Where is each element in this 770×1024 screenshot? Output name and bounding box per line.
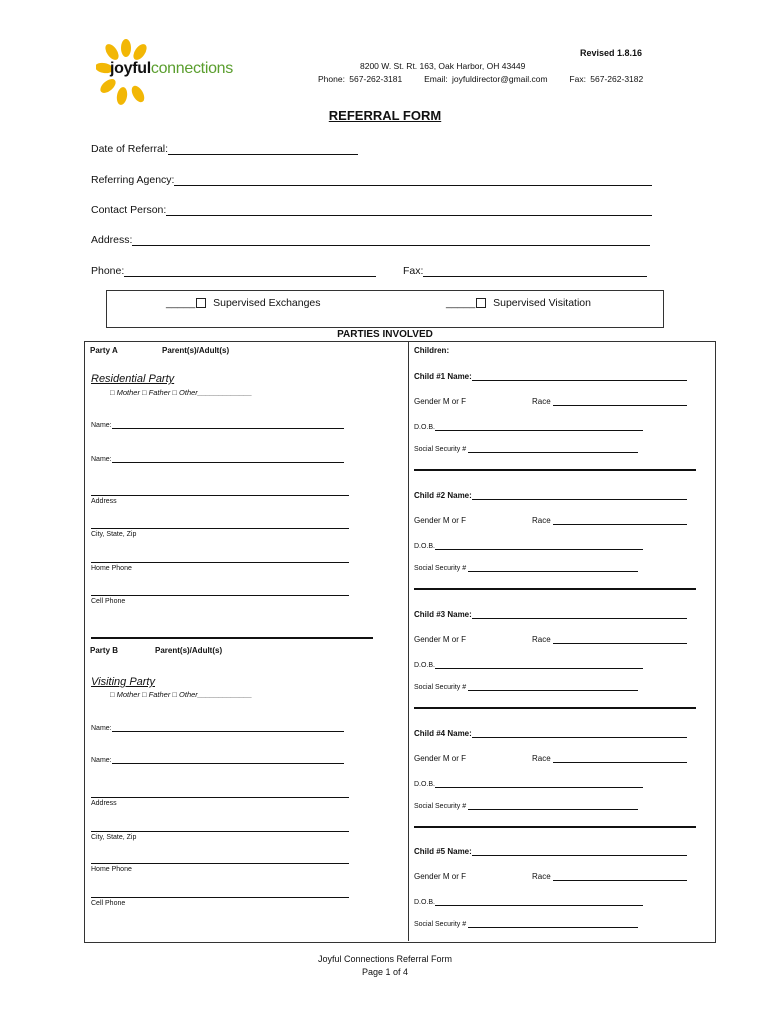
logo (96, 38, 266, 108)
child-name-label: Child #3 Name: (414, 610, 472, 619)
ssn-line[interactable] (468, 801, 638, 810)
residential-relation-options[interactable]: □ Mother □ Father □ Other_____________ (110, 388, 253, 397)
org-email: Email: joyfuldirector@gmail.com (424, 74, 548, 84)
child-2-gender[interactable] (414, 516, 466, 525)
name-label: Name: (91, 422, 112, 429)
race-line[interactable] (553, 516, 687, 525)
dob-label: D.O.B. (414, 543, 436, 550)
contact-person-field[interactable] (91, 204, 652, 216)
child-5-gender[interactable] (414, 872, 466, 881)
residential-csz-line[interactable] (91, 528, 349, 529)
name-label: Name: (91, 757, 112, 764)
residential-name-2[interactable] (91, 454, 344, 463)
residential-cell-phone-line[interactable] (91, 595, 349, 596)
child-3-name-field[interactable] (414, 610, 687, 619)
child-separator (414, 469, 696, 471)
dob-line[interactable] (435, 660, 643, 669)
dob-line[interactable] (435, 779, 643, 788)
child-separator (414, 588, 696, 590)
visiting-cell-phone-label: Cell Phone (91, 900, 126, 907)
child-1-race-field[interactable] (532, 397, 687, 406)
org-contact-line (318, 74, 643, 84)
name-line[interactable] (112, 454, 344, 463)
revision-date: Revised 1.8.16 (579, 48, 642, 58)
visiting-party-heading: Visiting Party (91, 676, 155, 688)
race-line[interactable] (553, 635, 687, 644)
ssn-label: Social Security # (414, 803, 469, 810)
race-line[interactable] (553, 754, 687, 763)
child-4-ssn-field[interactable] (414, 801, 638, 810)
parties-involved-title: PARTIES INVOLVED (337, 329, 433, 340)
child-name-label: Child #2 Name: (414, 491, 472, 500)
child-separator (414, 707, 696, 709)
dob-label: D.O.B. (414, 781, 436, 788)
org-address: 8200 W. St. Rt. 163, Oak Harbor, OH 43449 (360, 61, 526, 71)
residential-home-phone-label: Home Phone (91, 565, 132, 572)
gender-label: Gender M or F (414, 397, 467, 406)
residential-party-heading: Residential Party (91, 373, 175, 385)
visiting-cell-phone-line[interactable] (91, 897, 349, 898)
name-label: Name: (91, 725, 112, 732)
visiting-name-1[interactable] (91, 723, 344, 732)
child-3-race-field[interactable] (532, 635, 687, 644)
child-3-ssn-field[interactable] (414, 682, 638, 691)
child-1-name-field[interactable] (414, 372, 687, 381)
residential-address-line[interactable] (91, 495, 349, 496)
dob-label: D.O.B. (414, 662, 436, 669)
race-label: Race (532, 872, 551, 881)
child-2-race-field[interactable] (532, 516, 687, 525)
dob-line[interactable] (435, 541, 643, 550)
child-4-name-field[interactable] (414, 729, 687, 738)
logo-wordmark: joyfulconnections (110, 60, 233, 77)
children-label: Children: (414, 346, 450, 355)
ssn-label: Social Security # (414, 684, 469, 691)
child-5-name-field[interactable] (414, 847, 687, 856)
race-line[interactable] (553, 397, 687, 406)
visiting-csz-label: City, State, Zip (91, 834, 137, 841)
name-line[interactable] (112, 755, 344, 764)
gender-label: Gender M or F (414, 635, 467, 644)
exchanges-blank: _____ (166, 297, 196, 309)
name-line[interactable] (112, 723, 344, 732)
ssn-line[interactable] (468, 682, 638, 691)
party-a-label: Party A (90, 346, 118, 355)
visiting-address-label: Address (91, 800, 117, 807)
residential-cell-phone-label: Cell Phone (91, 598, 126, 605)
party-separator (91, 637, 373, 639)
date-label: Date of Referral: (91, 143, 169, 155)
child-2-ssn-field[interactable] (414, 563, 638, 572)
child-5-race-field[interactable] (532, 872, 687, 881)
ssn-line[interactable] (468, 444, 638, 453)
child-separator (414, 826, 696, 828)
ssn-line[interactable] (468, 563, 638, 572)
page-title: REFERRAL FORM (328, 108, 442, 123)
org-phone: Phone: 567-262-3181 (318, 74, 403, 84)
dob-line[interactable] (435, 897, 643, 906)
child-name-line[interactable] (472, 372, 687, 381)
visiting-relation-options[interactable]: □ Mother □ Father □ Other_____________ (110, 690, 253, 699)
agency-line[interactable] (174, 174, 652, 186)
footer-title: Joyful Connections Referral Form (317, 954, 453, 964)
address-line[interactable] (132, 234, 650, 246)
fax-field[interactable] (403, 265, 647, 277)
dob-label: D.O.B. (414, 899, 436, 906)
visiting-home-phone-line[interactable] (91, 863, 349, 864)
race-label: Race (532, 397, 551, 406)
phone-field[interactable] (91, 265, 376, 277)
column-divider (408, 341, 409, 941)
ssn-label: Social Security # (414, 446, 469, 453)
gender-label: Gender M or F (414, 516, 467, 525)
child-1-dob-field[interactable] (414, 422, 643, 431)
date-of-referral-field[interactable] (91, 143, 358, 155)
race-label: Race (532, 516, 551, 525)
child-name-line[interactable] (472, 491, 687, 500)
date-line[interactable] (168, 143, 358, 155)
referring-agency-field[interactable] (91, 174, 652, 186)
name-label: Name: (91, 456, 112, 463)
visiting-address-line[interactable] (91, 797, 349, 798)
party-a-parents-label: Parent(s)/Adult(s) (162, 346, 230, 355)
contact-label: Contact Person: (91, 204, 167, 216)
child-4-race-field[interactable] (532, 754, 687, 763)
child-3-gender[interactable] (414, 635, 466, 644)
residential-home-phone-line[interactable] (91, 562, 349, 563)
org-fax: Fax: 567-262-3182 (569, 74, 644, 84)
ssn-label: Social Security # (414, 565, 469, 572)
name-line[interactable] (112, 420, 344, 429)
visiting-home-phone-label: Home Phone (91, 866, 132, 873)
ssn-line[interactable] (468, 919, 638, 928)
visiting-csz-line[interactable] (91, 831, 349, 832)
child-name-label: Child #5 Name: (414, 847, 472, 856)
child-4-dob-field[interactable] (414, 779, 643, 788)
gender-label: Gender M or F (414, 872, 467, 881)
fax-label: Fax: (403, 265, 424, 277)
dob-label: D.O.B. (414, 424, 436, 431)
visitation-label: Supervised Visitation (493, 297, 591, 309)
child-2-dob-field[interactable] (414, 541, 643, 550)
race-label: Race (532, 754, 551, 763)
gender-label: Gender M or F (414, 754, 467, 763)
fax-line[interactable] (423, 265, 647, 277)
address-label: Address: (91, 234, 133, 246)
child-3-dob-field[interactable] (414, 660, 643, 669)
visitation-blank: _____ (446, 297, 476, 309)
phone-line[interactable] (124, 265, 376, 277)
contact-line[interactable] (166, 204, 652, 216)
supervised-exchanges-option[interactable] (166, 297, 321, 309)
child-name-line[interactable] (472, 729, 687, 738)
child-name-line[interactable] (472, 847, 687, 856)
party-b-label: Party B (90, 646, 119, 655)
residential-csz-label: City, State, Zip (91, 531, 137, 538)
child-5-ssn-field[interactable] (414, 919, 638, 928)
dob-line[interactable] (435, 422, 643, 431)
visiting-name-2[interactable] (91, 755, 344, 764)
services-box (106, 290, 664, 328)
residential-address-label: Address (91, 498, 117, 505)
residential-name-1[interactable] (91, 420, 344, 429)
ssn-label: Social Security # (414, 921, 469, 928)
child-name-label: Child #4 Name: (414, 729, 472, 738)
child-2-name-field[interactable] (414, 491, 687, 500)
exchanges-label: Supervised Exchanges (213, 297, 321, 309)
child-5-dob-field[interactable] (414, 897, 643, 906)
child-4-gender[interactable] (414, 754, 466, 763)
party-b-parents-label: Parent(s)/Adult(s) (155, 646, 223, 655)
supervised-visitation-option[interactable] (446, 297, 591, 309)
race-line[interactable] (553, 872, 687, 881)
visitation-checkbox[interactable] (476, 298, 486, 308)
child-1-gender[interactable] (414, 397, 466, 406)
footer-page-number: Page 1 of 4 (361, 967, 409, 977)
agency-label: Referring Agency: (91, 174, 175, 186)
race-label: Race (532, 635, 551, 644)
child-1-ssn-field[interactable] (414, 444, 638, 453)
address-field[interactable] (91, 234, 650, 246)
phone-label: Phone: (91, 265, 125, 277)
exchanges-checkbox[interactable] (196, 298, 206, 308)
child-name-label: Child #1 Name: (414, 372, 472, 381)
child-name-line[interactable] (472, 610, 687, 619)
